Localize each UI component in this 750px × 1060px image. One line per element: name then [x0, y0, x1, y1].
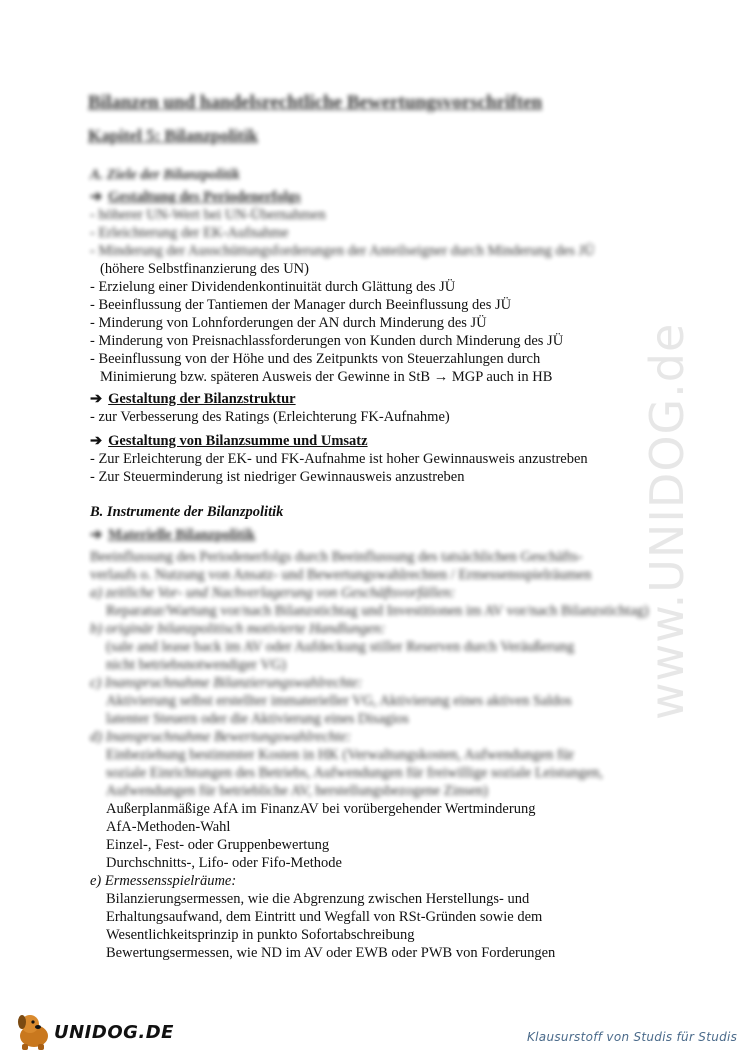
- list-item: Beeinflussung des Periodenerfolgs durch Beeinflussung des tatsächlichen Geschäfts-: [90, 549, 583, 565]
- list-item: c) Inanspruchnahme Bilanzierungswahlrechte:: [90, 675, 363, 691]
- list-item: Einzel-, Fest- oder Gruppenbewertung: [106, 837, 330, 853]
- list-item: - Minderung der Ausschüttungsforderungen der Anteilseigner durch Minderung des JÜ: [90, 243, 595, 259]
- list-item: (sale and lease back im AV oder Aufdeckung stiller Reserven durch Veräußerung: [106, 639, 575, 655]
- list-item: Bewertungsermessen, wie ND im AV oder EWB oder PWB von Forderungen: [106, 945, 556, 961]
- list-item: - höherer UN-Wert bei UN-Übernahmen: [90, 207, 326, 223]
- list-item: - Beeinflussung von der Höhe und des Zeitpunkts von Steuerzahlungen durch: [90, 351, 541, 367]
- list-item: (höhere Selbstfinanzierung des UN): [100, 261, 309, 277]
- list-item: soziale Einrichtungen des Betriebs, Aufwendungen für freiwillige soziale Leistungen,: [106, 765, 603, 781]
- list-item: Aufwendungen für betriebliche AV, herstellungsbezogene Zinsen): [106, 783, 488, 799]
- list-item: - Erleichterung der EK-Aufnahme: [90, 225, 289, 241]
- right-arrow-icon: ➔: [90, 527, 103, 543]
- right-arrow-icon: ➔: [90, 189, 103, 205]
- document-title: Bilanzen und handelsrechtliche Bewertungsvorschriften: [88, 92, 543, 113]
- list-item: b) originär bilanzpolitisch motivierte Handlungen:: [90, 621, 386, 637]
- a1-heading-text: Gestaltung des Periodenerfolgs: [108, 189, 301, 205]
- a3-heading-text: Gestaltung von Bilanzsumme und Umsatz: [108, 433, 368, 449]
- list-item: e) Ermessensspielräume:: [90, 873, 237, 889]
- list-item: Durchschnitts-, Lifo- oder Fifo-Methode: [106, 855, 342, 871]
- list-item: - Erzielung einer Dividendenkontinuität durch Glättung des JÜ: [90, 279, 456, 295]
- list-item: Erhaltungsaufwand, dem Eintritt und Wegfall von RSt-Gründen sowie dem: [106, 909, 543, 925]
- list-item: - Zur Erleichterung der EK- und FK-Aufnahme ist hoher Gewinnausweis anzustreben: [90, 451, 588, 467]
- list-item: Einbeziehung bestimmter Kosten in HK (Verwaltungskosten, Aufwendungen für: [106, 747, 574, 763]
- list-item: - Minderung von Lohnforderungen der AN durch Minderung des JÜ: [90, 315, 487, 331]
- section-b-heading: B. Instrumente der Bilanzpolitik: [90, 504, 284, 520]
- a1-heading: [90, 188, 301, 206]
- b1-heading-text: Materielle Bilanzpolitik: [108, 527, 256, 543]
- list-item: latenter Steuern oder die Aktivierung eines Disagios: [106, 711, 409, 727]
- a2-heading: [90, 390, 296, 408]
- list-item: a) zeitliche Vor- und Nachverlagerung von Geschäftsvorfällen:: [90, 585, 456, 601]
- list-item: Bilanzierungsermessen, wie die Abgrenzung zwischen Herstellungs- und: [106, 891, 530, 907]
- chapter-heading: Kapitel 5: Bilanzpolitik: [88, 126, 259, 145]
- section-a-heading: A. Ziele der Bilanzpolitik: [90, 167, 240, 183]
- list-item: Aktivierung selbst erstellter immaterieller VG, Aktivierung eines aktiven Saldos: [106, 693, 572, 709]
- list-item: - Zur Steuerminderung ist niedriger Gewinnausweis anzustreben: [90, 469, 465, 485]
- list-item: Reparatur/Wartung vor/nach Bilanzstichtag und Investitionen im AV vor/nach Bilanzstichtag): [106, 603, 649, 619]
- footer-slogan: Klausurstoff von Studis für Studis: [527, 1030, 738, 1044]
- list-item: Wesentlichkeitsprinzip in punkto Sofortabschreibung: [106, 927, 415, 943]
- list-item: nicht betriebsnotwendiger VG): [106, 657, 287, 673]
- list-item: Außerplanmäßige AfA im FinanzAV bei vorübergehender Wertminderung: [106, 801, 536, 817]
- list-item: Minimierung bzw. späteren Ausweis der Gewinne in StB → MGP auch in HB: [100, 369, 553, 385]
- b1-heading: [90, 526, 255, 544]
- right-arrow-icon: ➔: [90, 433, 103, 449]
- list-item: AfA-Methoden-Wahl: [106, 819, 231, 835]
- list-item: verlaufs o. Nutzung von Ansatz- und Bewertungswahlrechten / Ermessensspielräumen: [90, 567, 592, 583]
- right-arrow-icon: ➔: [90, 391, 103, 407]
- watermark: www.UNIDOG.de: [640, 322, 694, 720]
- list-item: d) Inanspruchnahme Bewertungswahlrechte:: [90, 729, 352, 745]
- list-item: - Beeinflussung der Tantiemen der Manager durch Beeinflussung des JÜ: [90, 297, 512, 313]
- a2-heading-text: Gestaltung der Bilanzstruktur: [108, 391, 296, 407]
- list-item: - zur Verbesserung des Ratings (Erleichterung FK-Aufnahme): [90, 409, 450, 425]
- logo: UNIDOG.DE: [54, 1022, 174, 1043]
- list-item: - Minderung von Preisnachlassforderungen von Kunden durch Minderung des JÜ: [90, 333, 564, 349]
- a3-heading: [90, 432, 368, 450]
